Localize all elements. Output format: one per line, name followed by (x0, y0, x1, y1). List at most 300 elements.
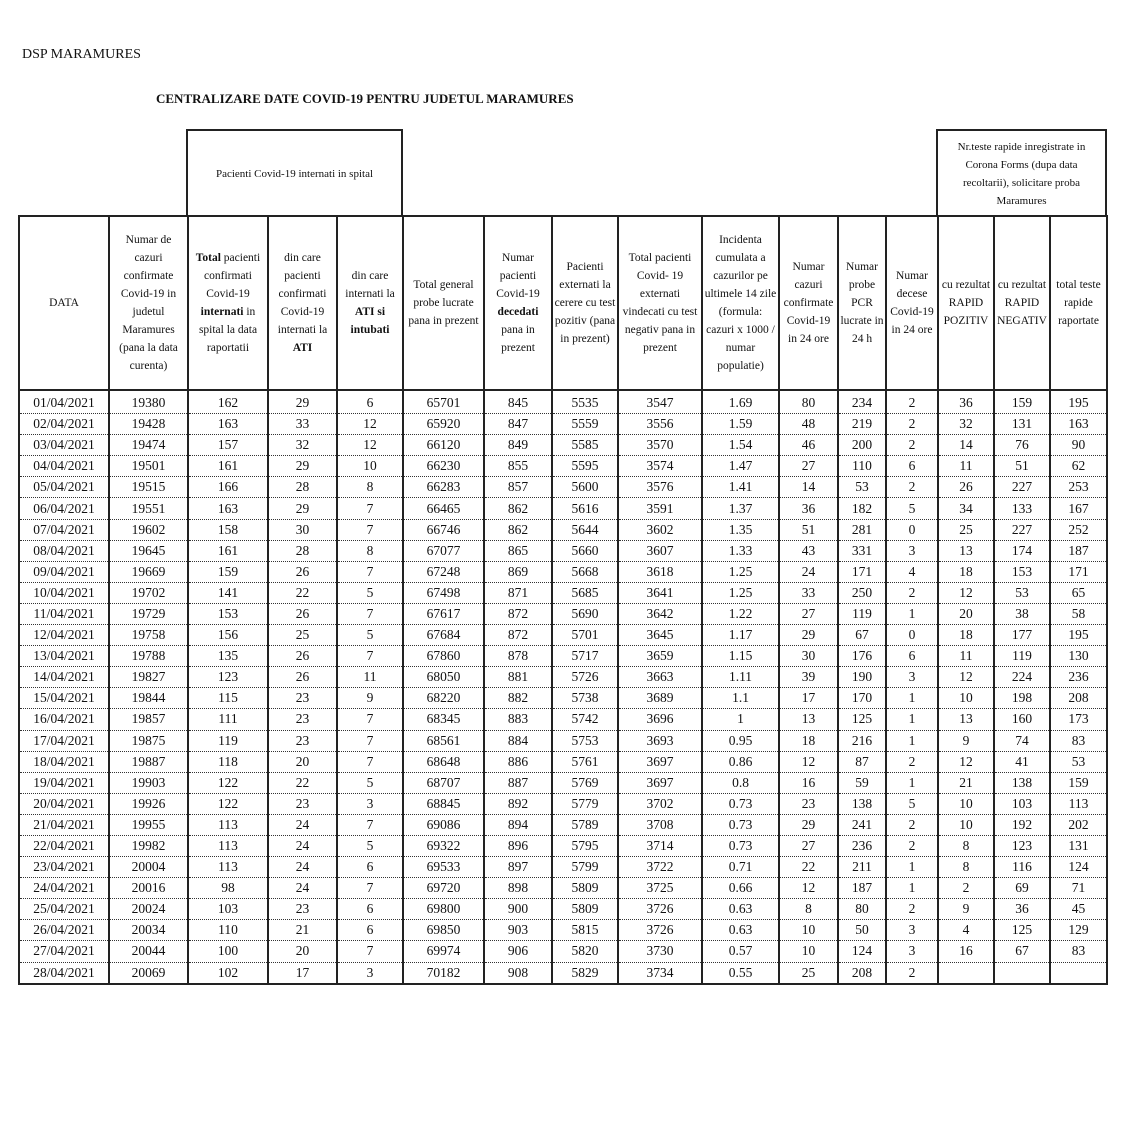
cell-decese-24h: 6 (886, 456, 938, 477)
cell-rapid-total: 113 (1050, 793, 1107, 814)
cell-cazuri: 19926 (109, 793, 188, 814)
cell-externati-vindecati: 3696 (618, 709, 702, 730)
cell-intubati: 7 (337, 814, 403, 835)
cell-date: 27/04/2021 (19, 941, 109, 962)
table-row (19, 751, 1107, 772)
cell-rapid-total: 129 (1050, 920, 1107, 941)
cell-externati-cerere: 5668 (552, 561, 618, 582)
cell-cazuri: 20044 (109, 941, 188, 962)
cell-ati: 17 (268, 962, 337, 984)
cell-externati-cerere: 5799 (552, 857, 618, 878)
cell-internati: 119 (188, 730, 268, 751)
cell-decedati: 865 (484, 540, 552, 561)
cell-cazuri: 19501 (109, 456, 188, 477)
cell-decedati: 898 (484, 878, 552, 899)
cell-externati-cerere: 5820 (552, 941, 618, 962)
cell-intubati: 3 (337, 793, 403, 814)
cell-decedati: 878 (484, 646, 552, 667)
table-row (19, 709, 1107, 730)
cell-intubati: 12 (337, 435, 403, 456)
cell-intubati: 6 (337, 390, 403, 414)
cell-date: 03/04/2021 (19, 435, 109, 456)
cell-externati-cerere: 5616 (552, 498, 618, 519)
cell-cazuri: 19887 (109, 751, 188, 772)
cell-rapid-total (1050, 962, 1107, 984)
cell-ati: 26 (268, 667, 337, 688)
cell-rapid-pozitiv: 9 (938, 730, 994, 751)
cell-internati: 161 (188, 456, 268, 477)
cell-internati: 122 (188, 772, 268, 793)
cell-rapid-negativ: 227 (994, 519, 1050, 540)
cell-cazuri: 19982 (109, 835, 188, 856)
cell-rapid-pozitiv: 21 (938, 772, 994, 793)
cell-externati-vindecati: 3618 (618, 561, 702, 582)
cell-externati-cerere: 5753 (552, 730, 618, 751)
cell-date: 23/04/2021 (19, 857, 109, 878)
cell-cazuri-24h: 36 (779, 498, 838, 519)
cell-cazuri: 19903 (109, 772, 188, 793)
cell-externati-vindecati: 3607 (618, 540, 702, 561)
cell-ati: 26 (268, 561, 337, 582)
table-row (19, 477, 1107, 498)
cell-externati-vindecati: 3714 (618, 835, 702, 856)
cell-rapid-total: 195 (1050, 390, 1107, 414)
col-cazuri-confirmate: Numar de cazuri confirmate Covid-19 in judetul Maramures (pana la data curenta) (109, 216, 188, 390)
cell-rapid-negativ: 160 (994, 709, 1050, 730)
cell-intubati: 7 (337, 603, 403, 624)
cell-rapid-negativ: 224 (994, 667, 1050, 688)
cell-decese-24h: 2 (886, 435, 938, 456)
cell-rapid-negativ: 74 (994, 730, 1050, 751)
cell-rapid-negativ: 67 (994, 941, 1050, 962)
col-rapid-total: total teste rapide raportate (1050, 216, 1107, 390)
cell-decese-24h: 2 (886, 814, 938, 835)
cell-rapid-pozitiv: 18 (938, 561, 994, 582)
cell-ati: 30 (268, 519, 337, 540)
cell-rapid-pozitiv: 14 (938, 435, 994, 456)
cell-intubati: 7 (337, 646, 403, 667)
cell-cazuri: 20016 (109, 878, 188, 899)
cell-pcr-24h: 250 (838, 582, 886, 603)
cell-date: 02/04/2021 (19, 414, 109, 435)
cell-probe: 66230 (403, 456, 484, 477)
table-row (19, 540, 1107, 561)
cell-probe: 68648 (403, 751, 484, 772)
cell-date: 10/04/2021 (19, 582, 109, 603)
cell-rapid-total: 208 (1050, 688, 1107, 709)
cell-decese-24h: 1 (886, 878, 938, 899)
cell-decese-24h: 5 (886, 498, 938, 519)
cell-externati-vindecati: 3663 (618, 667, 702, 688)
cell-cazuri-24h: 30 (779, 646, 838, 667)
cell-decese-24h: 5 (886, 793, 938, 814)
cell-cazuri-24h: 14 (779, 477, 838, 498)
cell-rapid-pozitiv: 34 (938, 498, 994, 519)
cell-probe: 68707 (403, 772, 484, 793)
cell-cazuri: 20024 (109, 899, 188, 920)
cell-cazuri-24h: 43 (779, 540, 838, 561)
table-row (19, 835, 1107, 856)
cell-externati-cerere: 5809 (552, 899, 618, 920)
table-row (19, 646, 1107, 667)
cell-rapid-pozitiv: 12 (938, 667, 994, 688)
cell-ati: 28 (268, 540, 337, 561)
cell-rapid-negativ: 76 (994, 435, 1050, 456)
cell-cazuri: 20034 (109, 920, 188, 941)
cell-rapid-total: 65 (1050, 582, 1107, 603)
col-internati-spital: Total pacienti confirmati Covid-19 internati in spital la data raportatii (188, 216, 268, 390)
cell-rapid-negativ: 131 (994, 414, 1050, 435)
cell-externati-cerere: 5779 (552, 793, 618, 814)
cell-rapid-total: 62 (1050, 456, 1107, 477)
cell-cazuri-24h: 29 (779, 814, 838, 835)
cell-intubati: 12 (337, 414, 403, 435)
cell-rapid-total: 124 (1050, 857, 1107, 878)
cell-date: 20/04/2021 (19, 793, 109, 814)
cell-incidenta: 0.73 (702, 814, 779, 835)
cell-externati-vindecati: 3645 (618, 625, 702, 646)
cell-pcr-24h: 211 (838, 857, 886, 878)
table-row (19, 519, 1107, 540)
cell-externati-cerere: 5789 (552, 814, 618, 835)
cell-pcr-24h: 187 (838, 878, 886, 899)
cell-rapid-pozitiv: 18 (938, 625, 994, 646)
cell-rapid-negativ: 227 (994, 477, 1050, 498)
cell-pcr-24h: 59 (838, 772, 886, 793)
rapid-tests-group-label: Nr.teste rapide inregistrate in Corona Forms (dupa data recoltarii), solicitare proba Maramures (937, 130, 1106, 217)
document-title: CENTRALIZARE DATE COVID-19 PENTRU JUDETUL MARAMURES (156, 91, 574, 106)
cell-incidenta: 1.35 (702, 519, 779, 540)
cell-internati: 141 (188, 582, 268, 603)
cell-probe: 69800 (403, 899, 484, 920)
cell-cazuri-24h: 80 (779, 390, 838, 414)
cell-cazuri: 20004 (109, 857, 188, 878)
cell-ati: 24 (268, 835, 337, 856)
table-row (19, 456, 1107, 477)
cell-rapid-pozitiv: 10 (938, 688, 994, 709)
cell-rapid-pozitiv: 8 (938, 835, 994, 856)
cell-intubati: 6 (337, 857, 403, 878)
cell-cazuri-24h: 18 (779, 730, 838, 751)
cell-externati-cerere: 5595 (552, 456, 618, 477)
cell-pcr-24h: 182 (838, 498, 886, 519)
cell-cazuri: 19857 (109, 709, 188, 730)
cell-incidenta: 1.41 (702, 477, 779, 498)
cell-cazuri-24h: 10 (779, 941, 838, 962)
cell-incidenta: 1.69 (702, 390, 779, 414)
cell-internati: 113 (188, 835, 268, 856)
cell-probe: 68845 (403, 793, 484, 814)
cell-rapid-negativ: 123 (994, 835, 1050, 856)
table-row (19, 899, 1107, 920)
cell-externati-vindecati: 3659 (618, 646, 702, 667)
cell-decedati: 855 (484, 456, 552, 477)
cell-decese-24h: 2 (886, 477, 938, 498)
cell-rapid-negativ: 125 (994, 920, 1050, 941)
cell-rapid-negativ: 138 (994, 772, 1050, 793)
cell-decese-24h: 2 (886, 751, 938, 772)
cell-intubati: 6 (337, 920, 403, 941)
cell-internati: 122 (188, 793, 268, 814)
cell-probe: 68220 (403, 688, 484, 709)
cell-cazuri: 20069 (109, 962, 188, 984)
cell-incidenta: 0.63 (702, 899, 779, 920)
table-body (19, 390, 1107, 984)
cell-ati: 33 (268, 414, 337, 435)
cell-cazuri: 19758 (109, 625, 188, 646)
cell-intubati: 7 (337, 498, 403, 519)
cell-decese-24h: 1 (886, 709, 938, 730)
cell-probe: 67248 (403, 561, 484, 582)
cell-externati-vindecati: 3689 (618, 688, 702, 709)
cell-externati-cerere: 5829 (552, 962, 618, 984)
cell-decese-24h: 1 (886, 772, 938, 793)
cell-date: 12/04/2021 (19, 625, 109, 646)
cell-externati-vindecati: 3734 (618, 962, 702, 984)
cell-externati-vindecati: 3602 (618, 519, 702, 540)
cell-incidenta: 0.66 (702, 878, 779, 899)
cell-decedati: 862 (484, 498, 552, 519)
cell-cazuri-24h: 46 (779, 435, 838, 456)
cell-externati-cerere: 5660 (552, 540, 618, 561)
cell-externati-vindecati: 3556 (618, 414, 702, 435)
cell-externati-vindecati: 3697 (618, 772, 702, 793)
cell-rapid-negativ: 53 (994, 582, 1050, 603)
cell-probe: 65920 (403, 414, 484, 435)
col-decese-24h: Numar decese Covid-19 in 24 ore (886, 216, 938, 390)
cell-date: 14/04/2021 (19, 667, 109, 688)
col-incidenta: Incidenta cumulata a cazurilor pe ultimele 14 zile (formula: cazuri x 1000 / numar populatie) (702, 216, 779, 390)
cell-date: 01/04/2021 (19, 390, 109, 414)
cell-intubati: 5 (337, 772, 403, 793)
cell-ati: 22 (268, 582, 337, 603)
cell-rapid-pozitiv: 20 (938, 603, 994, 624)
table-row (19, 878, 1107, 899)
cell-incidenta: 1 (702, 709, 779, 730)
cell-rapid-total: 195 (1050, 625, 1107, 646)
cell-pcr-24h: 234 (838, 390, 886, 414)
cell-probe: 69322 (403, 835, 484, 856)
cell-intubati: 9 (337, 688, 403, 709)
cell-incidenta: 0.57 (702, 941, 779, 962)
cell-ati: 21 (268, 920, 337, 941)
cell-externati-vindecati: 3730 (618, 941, 702, 962)
cell-date: 11/04/2021 (19, 603, 109, 624)
cell-cazuri-24h: 51 (779, 519, 838, 540)
cell-decedati: 847 (484, 414, 552, 435)
cell-cazuri-24h: 27 (779, 835, 838, 856)
cell-probe: 70182 (403, 962, 484, 984)
cell-rapid-negativ: 41 (994, 751, 1050, 772)
cell-cazuri-24h: 48 (779, 414, 838, 435)
cell-rapid-pozitiv: 13 (938, 540, 994, 561)
cell-probe: 66465 (403, 498, 484, 519)
cell-externati-vindecati: 3570 (618, 435, 702, 456)
cell-rapid-total: 83 (1050, 730, 1107, 751)
cell-rapid-negativ: 36 (994, 899, 1050, 920)
cell-externati-cerere: 5815 (552, 920, 618, 941)
cell-cazuri: 19875 (109, 730, 188, 751)
cell-rapid-negativ: 103 (994, 793, 1050, 814)
cell-date: 16/04/2021 (19, 709, 109, 730)
cell-intubati: 5 (337, 625, 403, 646)
table-row (19, 625, 1107, 646)
cell-decese-24h: 2 (886, 962, 938, 984)
cell-pcr-24h: 241 (838, 814, 886, 835)
cell-decese-24h: 4 (886, 561, 938, 582)
cell-cazuri-24h: 27 (779, 603, 838, 624)
cell-internati: 159 (188, 561, 268, 582)
cell-rapid-pozitiv: 10 (938, 814, 994, 835)
cell-decedati: 903 (484, 920, 552, 941)
cell-incidenta: 1.37 (702, 498, 779, 519)
cell-decese-24h: 0 (886, 519, 938, 540)
cell-externati-cerere: 5717 (552, 646, 618, 667)
cell-ati: 29 (268, 456, 337, 477)
cell-rapid-negativ (994, 962, 1050, 984)
cell-cazuri: 19645 (109, 540, 188, 561)
cell-rapid-total: 252 (1050, 519, 1107, 540)
cell-intubati: 3 (337, 962, 403, 984)
cell-probe: 67498 (403, 582, 484, 603)
col-rapid-pozitiv: cu rezultat RAPID POZITIV (938, 216, 994, 390)
cell-rapid-negativ: 119 (994, 646, 1050, 667)
cell-rapid-negativ: 69 (994, 878, 1050, 899)
cell-decese-24h: 6 (886, 646, 938, 667)
cell-internati: 156 (188, 625, 268, 646)
cell-cazuri: 19428 (109, 414, 188, 435)
cell-externati-cerere: 5738 (552, 688, 618, 709)
col-data: DATA (19, 216, 109, 390)
cell-pcr-24h: 219 (838, 414, 886, 435)
cell-intubati: 10 (337, 456, 403, 477)
cell-decese-24h: 1 (886, 730, 938, 751)
cell-cazuri-24h: 8 (779, 899, 838, 920)
cell-internati: 163 (188, 498, 268, 519)
cell-externati-cerere: 5559 (552, 414, 618, 435)
cell-decese-24h: 1 (886, 603, 938, 624)
cell-ati: 29 (268, 390, 337, 414)
cell-externati-vindecati: 3574 (618, 456, 702, 477)
cell-decedati: 886 (484, 751, 552, 772)
cell-probe: 69720 (403, 878, 484, 899)
cell-internati: 163 (188, 414, 268, 435)
cell-cazuri-24h: 22 (779, 857, 838, 878)
cell-externati-cerere: 5809 (552, 878, 618, 899)
cell-rapid-pozitiv: 16 (938, 941, 994, 962)
cell-rapid-pozitiv (938, 962, 994, 984)
cell-ati: 28 (268, 477, 337, 498)
cell-decedati: 883 (484, 709, 552, 730)
cell-cazuri-24h: 33 (779, 582, 838, 603)
cell-intubati: 7 (337, 751, 403, 772)
cell-externati-vindecati: 3726 (618, 920, 702, 941)
cell-internati: 166 (188, 477, 268, 498)
cell-cazuri: 19474 (109, 435, 188, 456)
col-internati-ati: din care pacienti confirmati Covid-19 internati la ATI (268, 216, 337, 390)
cell-cazuri-24h: 39 (779, 667, 838, 688)
cell-ati: 24 (268, 814, 337, 835)
cell-rapid-negativ: 177 (994, 625, 1050, 646)
cell-internati: 113 (188, 814, 268, 835)
cell-date: 26/04/2021 (19, 920, 109, 941)
cell-rapid-negativ: 133 (994, 498, 1050, 519)
cell-rapid-total: 90 (1050, 435, 1107, 456)
cell-internati: 157 (188, 435, 268, 456)
cell-rapid-negativ: 198 (994, 688, 1050, 709)
cell-rapid-total: 58 (1050, 603, 1107, 624)
cell-externati-vindecati: 3726 (618, 899, 702, 920)
cell-cazuri-24h: 17 (779, 688, 838, 709)
cell-decedati: 872 (484, 603, 552, 624)
cell-pcr-24h: 200 (838, 435, 886, 456)
cell-cazuri-24h: 23 (779, 793, 838, 814)
cell-externati-cerere: 5726 (552, 667, 618, 688)
cell-externati-cerere: 5644 (552, 519, 618, 540)
cell-externati-vindecati: 3722 (618, 857, 702, 878)
table-row (19, 793, 1107, 814)
cell-externati-vindecati: 3547 (618, 390, 702, 414)
cell-rapid-negativ: 153 (994, 561, 1050, 582)
cell-incidenta: 0.86 (702, 751, 779, 772)
table-row (19, 603, 1107, 624)
cell-pcr-24h: 50 (838, 920, 886, 941)
cell-date: 07/04/2021 (19, 519, 109, 540)
cell-probe: 66120 (403, 435, 484, 456)
cell-externati-vindecati: 3576 (618, 477, 702, 498)
cell-incidenta: 1.1 (702, 688, 779, 709)
cell-pcr-24h: 236 (838, 835, 886, 856)
cell-externati-vindecati: 3697 (618, 751, 702, 772)
cell-decedati: 845 (484, 390, 552, 414)
cell-internati: 135 (188, 646, 268, 667)
cell-probe: 65701 (403, 390, 484, 414)
cell-incidenta: 0.55 (702, 962, 779, 984)
cell-rapid-total: 253 (1050, 477, 1107, 498)
cell-rapid-negativ: 159 (994, 390, 1050, 414)
cell-intubati: 8 (337, 477, 403, 498)
cell-incidenta: 1.11 (702, 667, 779, 688)
cell-decedati: 887 (484, 772, 552, 793)
cell-intubati: 11 (337, 667, 403, 688)
cell-pcr-24h: 190 (838, 667, 886, 688)
table-row (19, 414, 1107, 435)
cell-date: 09/04/2021 (19, 561, 109, 582)
cell-intubati: 6 (337, 899, 403, 920)
cell-pcr-24h: 110 (838, 456, 886, 477)
cell-cazuri-24h: 12 (779, 751, 838, 772)
table-row (19, 582, 1107, 603)
cell-cazuri-24h: 25 (779, 962, 838, 984)
cell-ati: 25 (268, 625, 337, 646)
col-cazuri-24h: Numar cazuri confirmate Covid-19 in 24 ore (779, 216, 838, 390)
col-probe-lucrate: Total general probe lucrate pana in prezent (403, 216, 484, 390)
cell-externati-vindecati: 3641 (618, 582, 702, 603)
cell-date: 05/04/2021 (19, 477, 109, 498)
cell-date: 18/04/2021 (19, 751, 109, 772)
cell-date: 24/04/2021 (19, 878, 109, 899)
cell-pcr-24h: 331 (838, 540, 886, 561)
cell-cazuri-24h: 16 (779, 772, 838, 793)
cell-ati: 24 (268, 878, 337, 899)
col-rapid-negativ: cu rezultat RAPID NEGATIV (994, 216, 1050, 390)
cell-rapid-negativ: 51 (994, 456, 1050, 477)
cell-internati: 102 (188, 962, 268, 984)
cell-internati: 162 (188, 390, 268, 414)
cell-incidenta: 1.15 (702, 646, 779, 667)
cell-probe: 68050 (403, 667, 484, 688)
table-row (19, 688, 1107, 709)
